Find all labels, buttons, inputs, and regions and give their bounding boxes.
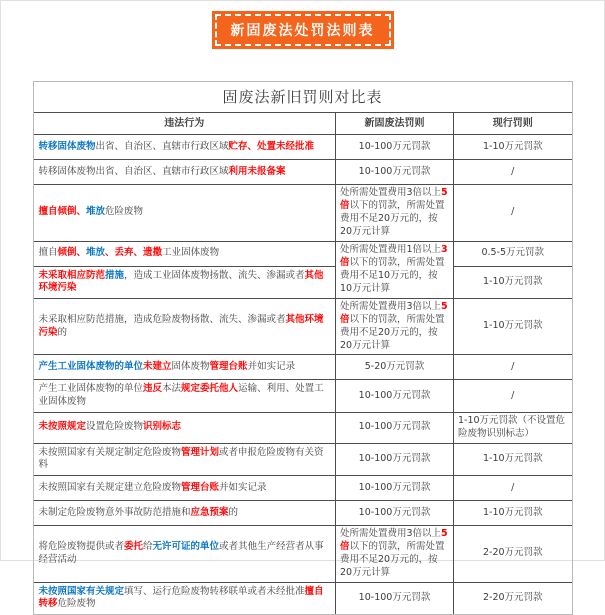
- text-segment: 10-100万元罚款: [358, 591, 431, 603]
- old-penalty-cell: [454, 476, 572, 501]
- text-segment: 10-100万元罚款: [358, 421, 431, 433]
- text-segment: /: [511, 389, 515, 401]
- new-penalty-cell: [336, 160, 454, 185]
- table-row: [34, 185, 572, 241]
- old-penalty-cell: [454, 185, 572, 241]
- behavior-cell: [34, 241, 336, 266]
- text-segment: 的: [228, 506, 239, 518]
- text-segment: 利用未报备案: [228, 165, 286, 177]
- column-header-new-penalty: 新固废法罚则: [336, 113, 454, 135]
- table-row: [34, 299, 572, 355]
- text-segment: 以下的罚款，所需处置费用不足20万元的，按20万元计算: [340, 313, 445, 351]
- table-row: [34, 355, 572, 380]
- behavior-cell: [34, 413, 336, 444]
- text-segment: 擅自: [38, 247, 58, 259]
- behavior-cell: [34, 526, 336, 582]
- text-segment: 、丢弃、遗撒: [105, 247, 163, 259]
- text-segment: 管理台账: [181, 481, 220, 493]
- text-segment: 10-100万元罚款: [358, 506, 431, 518]
- behavior-cell: [34, 582, 336, 614]
- text-segment: 倾倒、: [57, 247, 87, 259]
- behavior-cell: [34, 266, 336, 299]
- text-segment: 危险废物: [105, 206, 144, 218]
- table-row: [34, 582, 572, 614]
- text-segment: 1-10万元罚款: [482, 275, 543, 287]
- old-penalty-cell: [454, 160, 572, 185]
- text-segment: 产生工业固体废物的单位: [38, 383, 144, 395]
- text-segment: 工业固体废物: [162, 247, 220, 259]
- text-segment: /: [511, 360, 515, 372]
- text-segment: 委托: [124, 541, 144, 553]
- new-penalty-cell: [336, 413, 454, 444]
- table-row: [34, 135, 572, 160]
- text-segment: 未采取相应防范措施，造成危险废物扬散、流失、渗漏或者: [38, 313, 286, 325]
- text-segment: /: [511, 165, 515, 177]
- text-segment: 擅自转移: [38, 585, 324, 610]
- table-row: [34, 266, 572, 299]
- text-segment: 未按照规定: [38, 421, 87, 433]
- banner-title: 新固废法处罚法则表: [215, 14, 391, 46]
- text-segment: 1-10万元罚款: [482, 140, 543, 152]
- text-segment: 未按照国家有关规定制定危险废物: [38, 446, 182, 458]
- text-segment: 未采取相应防范: [38, 269, 106, 281]
- text-segment: 运输、利用、处置工业固体废物: [38, 383, 324, 408]
- table-title-row: [34, 82, 572, 113]
- text-segment: 处所需处置费用3倍以上: [340, 187, 442, 199]
- text-segment: 1-10万元罚款: [482, 506, 543, 518]
- table-row: [34, 413, 572, 444]
- old-penalty-cell: [454, 501, 572, 526]
- old-penalty-cell: [454, 582, 572, 614]
- table-row: [34, 241, 572, 266]
- old-penalty-cell: [454, 355, 572, 380]
- text-segment: 应急预案: [190, 506, 229, 518]
- text-segment: 5倍: [340, 301, 448, 325]
- text-segment: 未制定危险废物意外事故防范措施和: [38, 506, 191, 518]
- text-segment: 3倍: [340, 244, 448, 268]
- text-segment: 1-10万元罚款: [482, 453, 543, 465]
- text-segment: 危险废物: [57, 598, 96, 610]
- text-segment: /: [511, 206, 515, 218]
- text-segment: 2-20万元罚款: [482, 547, 543, 559]
- text-segment: ，造成工业固体废物扬散、流失、渗漏或者: [124, 269, 305, 281]
- text-segment: 规定委托他人: [181, 383, 239, 395]
- table-row: [34, 380, 572, 413]
- text-segment: 以下的罚款，所需处置费用不足10万元的，按10万元计算: [340, 257, 445, 294]
- text-segment: 5倍: [340, 528, 448, 553]
- behavior-cell: [34, 476, 336, 501]
- comparison-table: [34, 82, 572, 614]
- behavior-cell: [34, 380, 336, 413]
- text-segment: 设置危险废物: [86, 421, 144, 433]
- text-segment: 以下的罚款，所需处置费用不足20万元的，按20万元计算: [340, 541, 445, 578]
- text-segment: 其他环境污染: [38, 269, 324, 294]
- behavior-cell: [34, 160, 336, 185]
- text-segment: 出省、自治区、直辖市行政区域: [95, 140, 229, 152]
- text-segment: 处所需处置费用1倍以上: [340, 244, 442, 256]
- text-segment: 处所需处置费用3倍以上: [340, 301, 442, 313]
- text-segment: 2-20万元罚款: [482, 591, 543, 603]
- text-segment: 本法: [162, 383, 182, 395]
- column-header-old-penalty: 现行罚则: [454, 113, 572, 135]
- text-segment: 并如实记录: [219, 481, 267, 493]
- text-segment: 或者其他生产经营者从事经营活动: [38, 541, 324, 565]
- text-segment: 转移固体废物: [38, 140, 96, 152]
- text-segment: 填写、运行危险废物转移联单或者未经批准: [124, 585, 305, 597]
- comparison-table-wrap: [33, 81, 573, 615]
- text-segment: 管理计划: [181, 446, 220, 458]
- text-segment: 固体废物: [171, 360, 210, 372]
- old-penalty-cell: [454, 241, 572, 266]
- text-segment: 1-10万元罚款: [482, 320, 543, 332]
- page: [1, 11, 604, 615]
- text-segment: 10-100万元罚款: [358, 389, 431, 401]
- old-penalty-cell: [454, 299, 572, 355]
- text-segment: 违反: [143, 383, 163, 395]
- text-segment: 10-100万元罚款: [358, 453, 431, 465]
- behavior-cell: [34, 501, 336, 526]
- behavior-cell: [34, 185, 336, 241]
- behavior-cell: [34, 355, 336, 380]
- text-segment: 贮存、处置未经批准: [228, 140, 315, 152]
- text-segment: 擅自倾倒、: [38, 206, 87, 218]
- text-segment: 5-20万元罚款: [364, 360, 425, 372]
- behavior-cell: [34, 443, 336, 476]
- new-penalty-cell: [336, 443, 454, 476]
- table-row: [34, 526, 572, 582]
- text-segment: 1-10万元罚款（不设置危险废物识别标志）: [458, 415, 566, 439]
- banner: [212, 11, 394, 49]
- new-penalty-cell: [336, 135, 454, 160]
- old-penalty-cell: [454, 443, 572, 476]
- text-segment: 的: [57, 326, 68, 338]
- new-penalty-cell: [336, 476, 454, 501]
- text-segment: 10-100万元罚款: [358, 481, 431, 493]
- text-segment: 将危险废物提供或者: [38, 541, 125, 553]
- text-segment: 措施: [105, 269, 125, 281]
- behavior-cell: [34, 135, 336, 160]
- text-segment: 堆放: [86, 206, 106, 218]
- table-row: [34, 443, 572, 476]
- text-segment: 处所需处置费用3倍以上: [340, 528, 442, 540]
- text-segment: 未按照国家有关规定: [38, 585, 125, 597]
- table-body: [34, 135, 572, 614]
- text-segment: 10-100万元罚款: [358, 165, 431, 177]
- text-segment: 给: [143, 541, 153, 553]
- table-row: [34, 160, 572, 185]
- new-penalty-cell: [336, 355, 454, 380]
- text-segment: 管理台账: [209, 360, 248, 372]
- old-penalty-cell: [454, 135, 572, 160]
- new-penalty-cell: [336, 241, 454, 299]
- new-penalty-cell: [336, 582, 454, 614]
- text-segment: 其他环境污染: [38, 313, 324, 338]
- new-penalty-cell: [336, 380, 454, 413]
- old-penalty-cell: [454, 266, 572, 299]
- text-segment: /: [511, 481, 515, 493]
- text-segment: 5倍: [340, 187, 448, 212]
- column-header-row: [34, 113, 572, 135]
- table-row: [34, 501, 572, 526]
- text-segment: 以下的罚款，所需处置费用不足20万元的，按20万元计算: [340, 200, 445, 237]
- text-segment: 产生工业固体废物的单位: [38, 360, 144, 372]
- text-segment: 未按照国家有关规定建立危险废物: [38, 481, 182, 493]
- text-segment: 10-100万元罚款: [358, 140, 431, 152]
- text-segment: 识别标志: [143, 421, 182, 433]
- text-segment: 堆放: [86, 247, 106, 259]
- text-segment: 未建立: [143, 360, 172, 372]
- old-penalty-cell: [454, 526, 572, 582]
- text-segment: 转移固体废物出省、自治区、直辖市行政区域: [38, 165, 229, 177]
- behavior-cell: [34, 299, 336, 355]
- table-title: 固废法新旧罚则对比表: [34, 82, 572, 113]
- text-segment: 或者申报危险废物有关资料: [38, 446, 324, 471]
- table-row: [34, 476, 572, 501]
- text-segment: 无许可证的单位: [152, 541, 220, 553]
- new-penalty-cell: [336, 185, 454, 241]
- new-penalty-cell: [336, 299, 454, 355]
- text-segment: 0.5-5万元罚款: [481, 247, 545, 259]
- text-segment: 并如实记录: [247, 360, 296, 372]
- old-penalty-cell: [454, 380, 572, 413]
- new-penalty-cell: [336, 501, 454, 526]
- new-penalty-cell: [336, 526, 454, 582]
- old-penalty-cell: [454, 413, 572, 444]
- column-header-behavior: 违法行为: [34, 113, 336, 135]
